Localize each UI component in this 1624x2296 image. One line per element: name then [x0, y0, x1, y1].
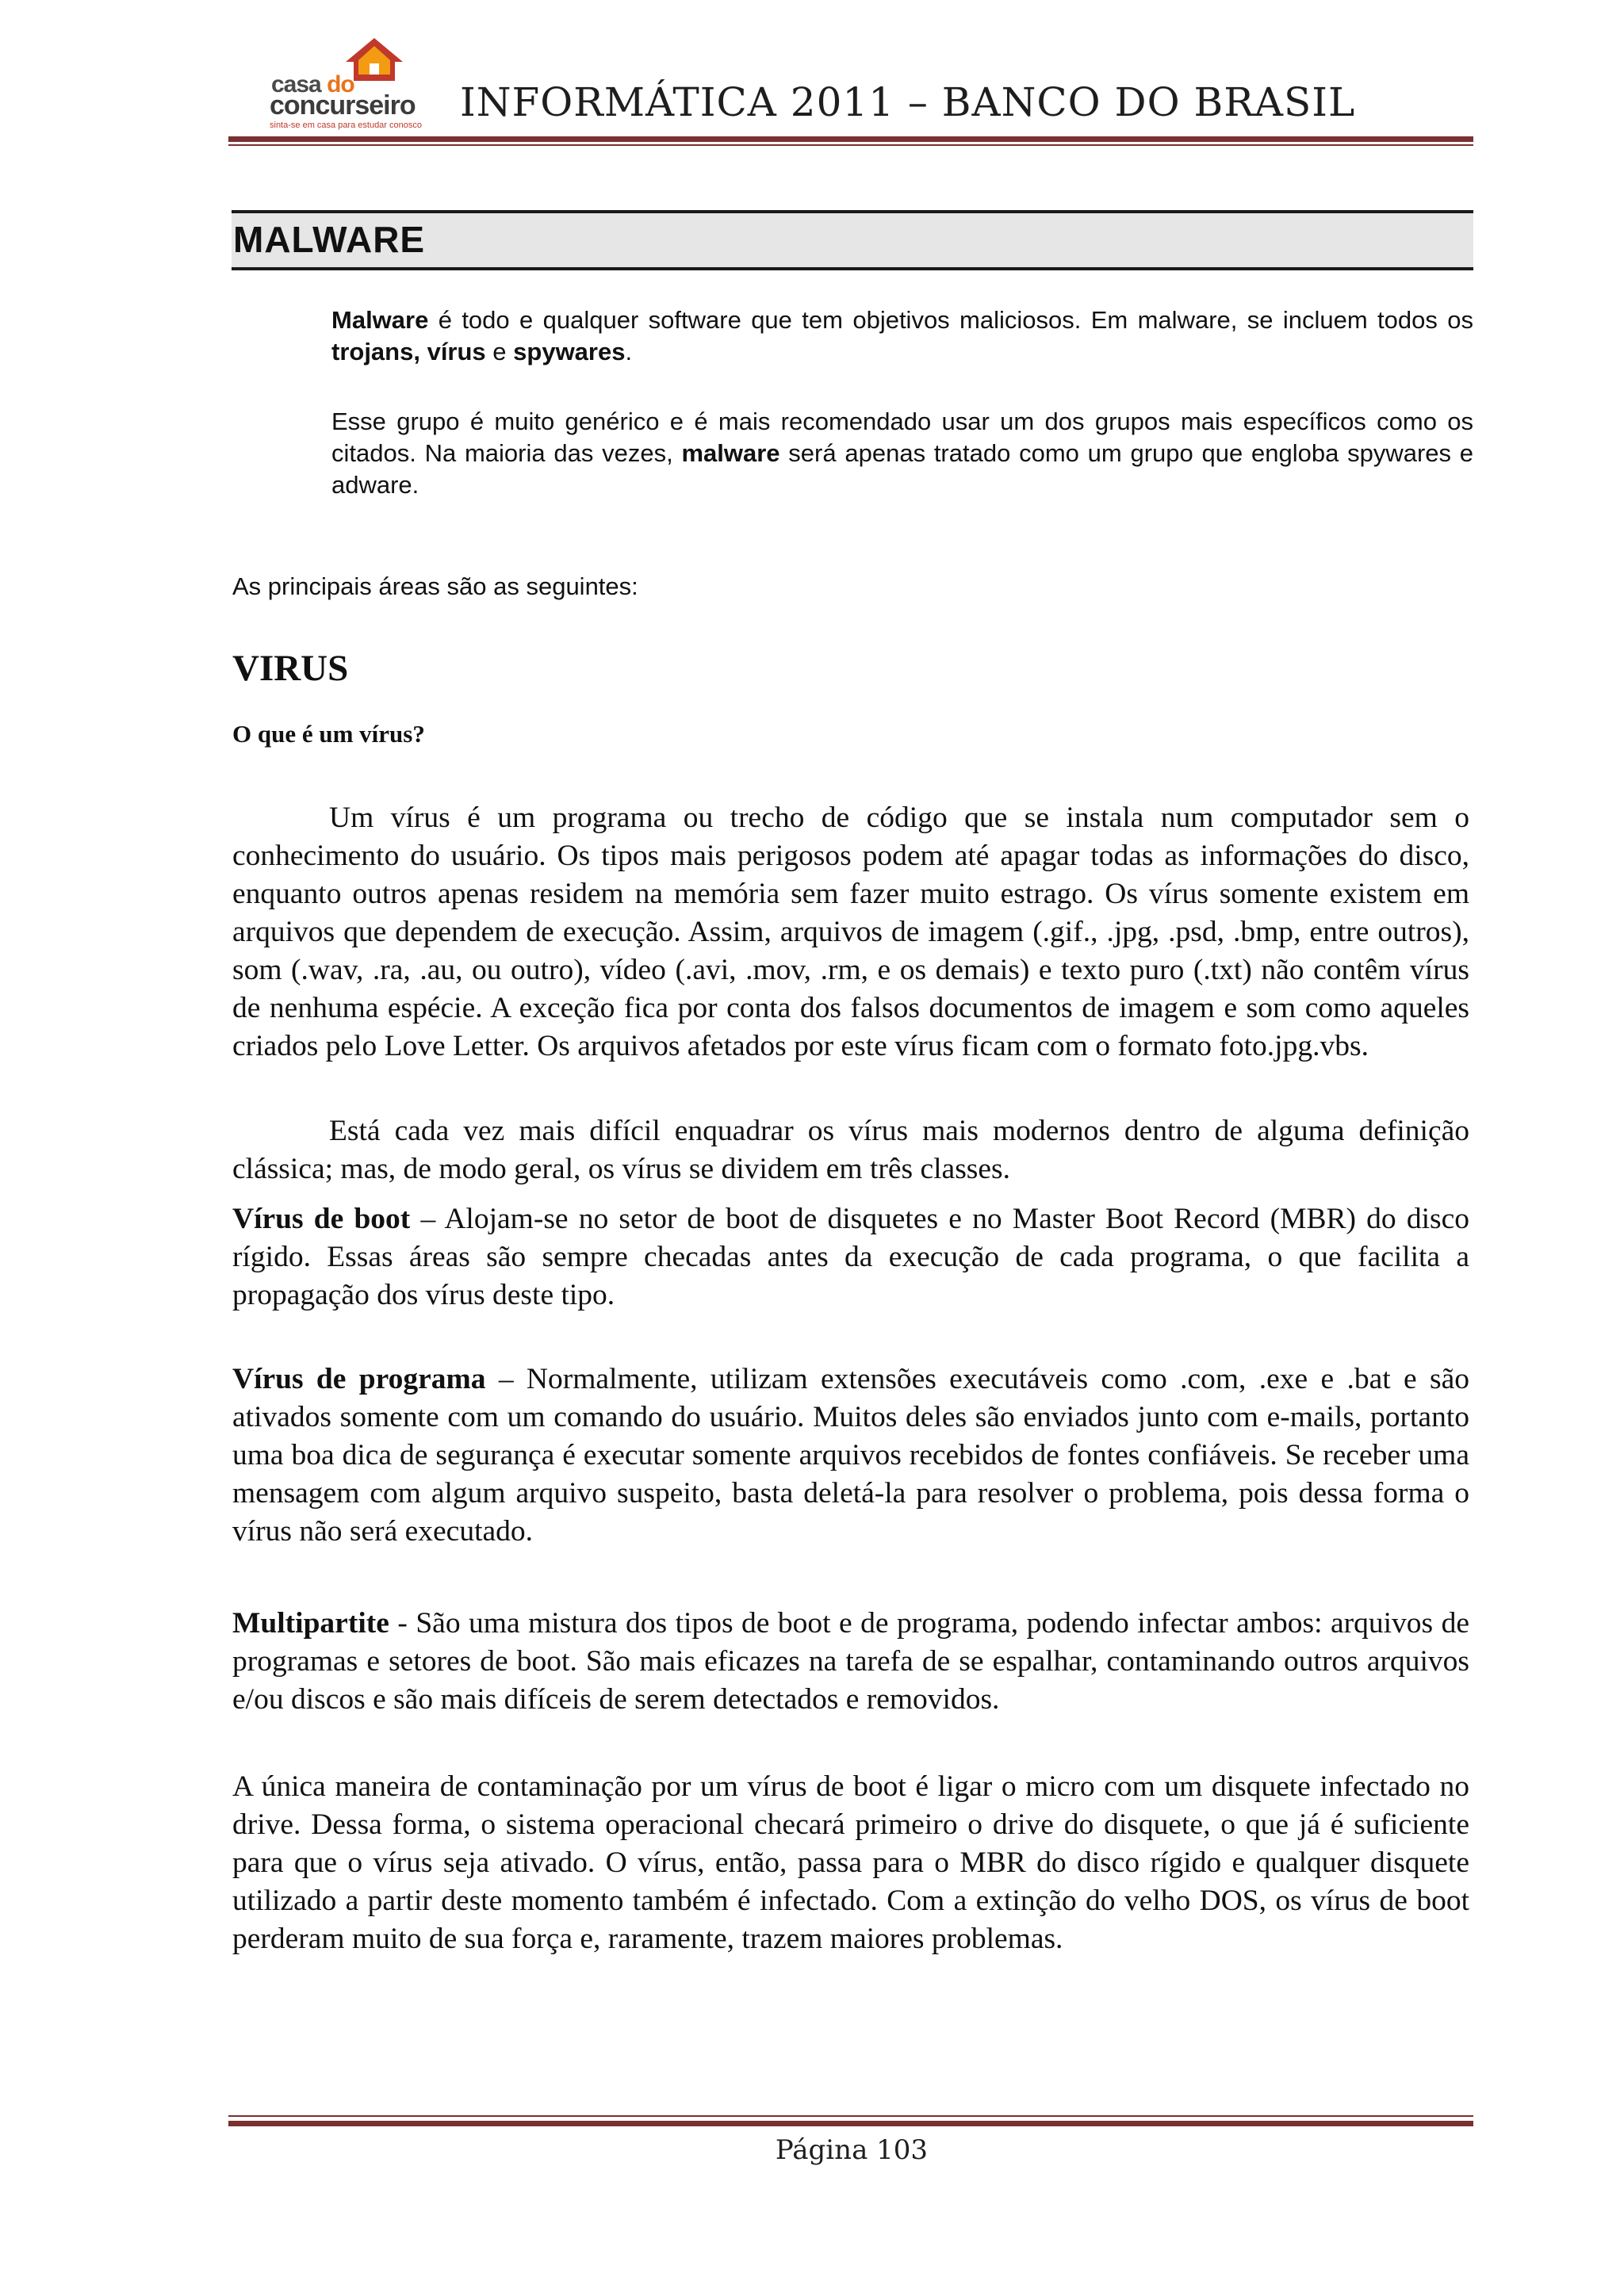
casa-do-concurseiro-logo — [263, 35, 422, 130]
virus-programa-term: Vírus de programa — [232, 1363, 486, 1395]
virus-paragraph-2: Está cada vez mais difícil enquadrar os vírus mais modernos dentro de alguma definição clássica; mas, de modo geral, os vírus se dividem em três classes. — [232, 1115, 1469, 1185]
logo-line2: concurseiro — [270, 90, 416, 121]
section-heading-bar — [232, 210, 1473, 270]
virus-programa-paragraph: Vírus de programa – Normalmente, utilizam extensões executáveis como .com, .exe e .bat e são ativados somente com um comando do usuário. Muitos deles são enviados junto com e-mails, portanto uma boa dica de segurança é executar somente arquivos recebidos de fontes confiáveis. Se receber uma mensagem com algum arquivo suspeito, basta deletá-la para resolver o problema, pois dessa forma o vírus não será executado. — [232, 1363, 1469, 1548]
multipartite-paragraph: Multipartite - São uma mistura dos tipos de boot e de programa, podendo infectar ambos: arquivos de programas e setores de boot. São mais eficazes na tarefa de se espalhar, contaminando outros arquivos e/ou discos e são mais difíceis de serem detectados e removidos. — [232, 1607, 1469, 1716]
logo-tagline: sinta-se em casa para estudar conosco — [270, 121, 422, 130]
intro-paragraph-2: Esse grupo é muito genérico e é mais recomendado usar um dos grupos mais específicos como os citados. Na maioria das vezes, malware será apenas tratado como um grupo que engloba spywares e adware. — [331, 408, 1474, 499]
areas-intro-line: As principais áreas são as seguintes: — [232, 572, 638, 600]
header-rule-thin — [228, 144, 1473, 146]
multipartite-term: Multipartite — [232, 1607, 389, 1640]
footer-rule-thick — [228, 2121, 1473, 2126]
virus-boot-paragraph: Vírus de boot – Alojam-se no setor de boot de disquetes e no Master Boot Record (MBR) do disco rígido. Essas áreas são sempre checadas antes da execução de cada programa, o que facilita a propagação dos vírus deste tipo. — [232, 1203, 1469, 1311]
logo-line1: casa do — [271, 71, 354, 98]
section-title: MALWARE — [233, 219, 426, 260]
intro-paragraph-1: Malware é todo e qualquer software que tem objetivos maliciosos. Em malware, se incluem todos os trojans, vírus e spywares. — [331, 306, 1473, 365]
boot-contamination-paragraph: A única maneira de contaminação por um vírus de boot é ligar o micro com um disquete infectado no drive. Dessa forma, o sistema operacional checará primeiro o drive do disquete, o que já é suficiente para que o vírus seja ativado. O vírus, então, passa para o MBR do disco rígido e qualquer disquete utilizado a partir deste momento também é infectado. Com a extinção do velho DOS, os vírus de boot perderam muito de sua força e, raramente, trazem maiores problemas. — [232, 1770, 1469, 1955]
virus-question: O que é um vírus? — [232, 720, 425, 748]
header-rule-thick — [228, 136, 1473, 142]
virus-boot-term: Vírus de boot — [232, 1203, 411, 1235]
virus-heading: VIRUS — [232, 648, 349, 689]
footer-rule-thin — [228, 2115, 1473, 2117]
virus-paragraph-1: Um vírus é um programa ou trecho de código que se instala num computador sem o conhecimento do usuário. Os tipos mais perigosos podem até apagar todas as informações do disco, enquanto outros apenas residem na memória sem fazer muito estrago. Os vírus somente existem em arquivos que dependem de execução. Assim, arquivos de imagem (.gif., .jpg, .psd, .bmp, entre outros), som (.wav, .ra, .au, ou outro), vídeo (.avi, .mov, .rm, e os demais) e texto puro (.txt) não contêm vírus de nenhuma espécie. A exceção fica por conta dos falsos documentos de imagem e som como aqueles criados pelo Love Letter. Os arquivos afetados por este vírus ficam com o formato foto.jpg.vbs. — [232, 802, 1469, 1062]
header-title: INFORMÁTICA 2011 – BANCO DO BRASIL — [460, 79, 1356, 125]
page-number: Página 103 — [775, 2134, 929, 2166]
